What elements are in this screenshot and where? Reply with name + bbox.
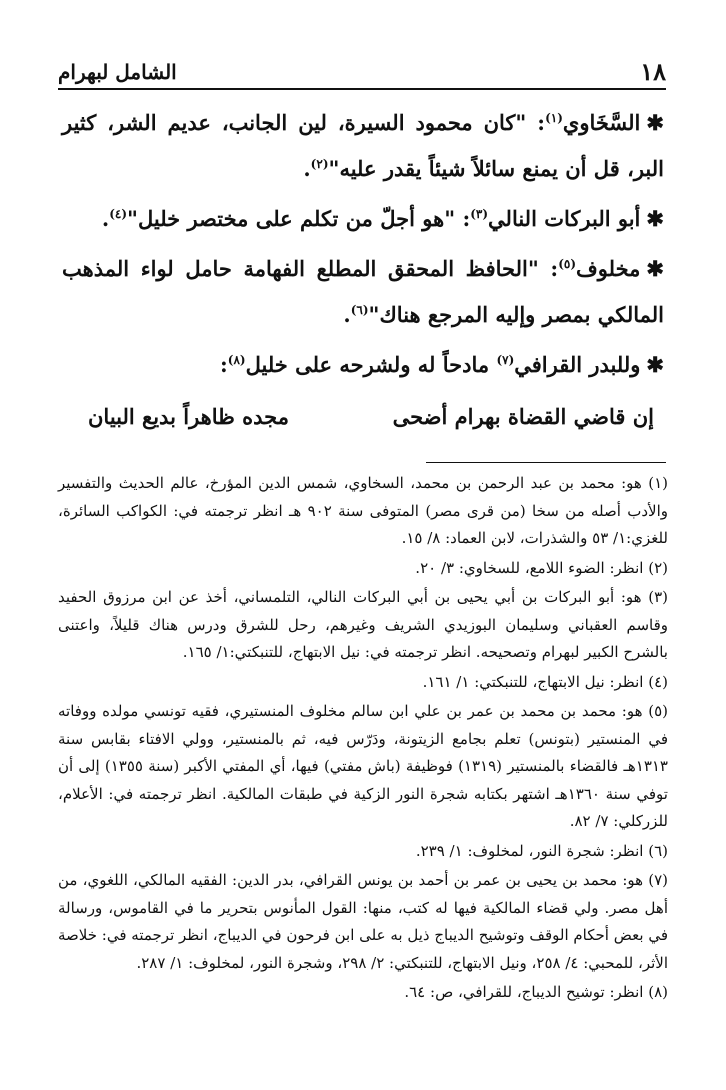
asterisk-icon: ✱ bbox=[646, 352, 664, 377]
footnote-ref: (٥) bbox=[558, 257, 577, 271]
footnote-ref: (٧) bbox=[496, 353, 515, 367]
footnotes bbox=[58, 470, 668, 1009]
footnote-5: (٥) هو: محمد بن محمد بن عمر بن علي ابن سالم مخلوف المنستيري، فقيه تونسي مولده ووفاته في المنستير (بتونس) تعلم بجامع الزيتونة، ودَرّس فيه، ثم بالمنستير، وولي الافتاء بقابس سنة ١٣١٣هـ فالقضاء بالمنستير (١٣١٩) فوظيفة (باش مفتي) فيها، أي المفتي الأكبر (سنة ١٣٥٥) إلى أن توفي سنة ١٣٦٠هـ اشتهر بكتابه شجرة النور الزكية في طبقات المالكية. انظر ترجمته في: الأعلام، للزركلي: ٧/ ٨٢. bbox=[58, 702, 668, 830]
footnote-8: (٨) انظر: توشيح الديباج، للقرافي، ص: ٦٤. bbox=[404, 983, 668, 1001]
footnote-divider bbox=[426, 462, 666, 463]
paragraph-nali: ✱أبو البركات النالي$^{(٣)}$: "هو أجلّ من تكلم على مختصر خليل"$^{(٤)}$. bbox=[101, 206, 664, 231]
page-number: ١٨ bbox=[640, 57, 666, 86]
footnote-3: (٣) هو: أبو البركات بن أبي يحيى بن أبي البركات النالي، التلمساني، أخذ عن ابن مرزوق الحفيد وقاسم العقباني وسليمان البوزيدي الشريف وغيرهم، رحل للشرق ودرس هناك قليلاً، واعتنى بالشرح الكبير لبهرام وتصحيحه. انظر ترجمته في: نيل الابتهاج، للتنبكتي:١/ ١٦٥. bbox=[58, 588, 668, 661]
scholar-name: مخلوف bbox=[576, 256, 641, 281]
paragraph-sakhawi: ✱السَّخَاوي$^{(١)}$: "كان محمود السيرة، لين الجانب، عديم الشر، كثير البر، قل أن يمنع سائلاً شيئاً يقدر عليه"$^{(٢)}$. bbox=[62, 110, 664, 181]
quote-text: : "هو أجلّ من تكلم على مختصر خليل" bbox=[127, 206, 471, 231]
quote-text: : "الحافظ المحقق المطلع الفهامة حامل لواء المذهب المالكي بمصر وإليه المرجع هناك" bbox=[62, 256, 664, 327]
page-header bbox=[58, 52, 666, 90]
footnote-ref: (٤) bbox=[109, 207, 128, 221]
quote-text: : "كان محمود السيرة، لين الجانب، عديم الشر، كثير البر، قل أن يمنع سائلاً شيئاً يقدر عليه" bbox=[62, 110, 664, 181]
scholar-name: أبو البركات النالي bbox=[488, 206, 641, 231]
footnote-6: (٦) انظر: شجرة النور، لمخلوف: ١/ ٢٣٩. bbox=[415, 841, 668, 860]
footnote-ref: (٢) bbox=[310, 157, 329, 171]
footnote-ref: (١) bbox=[545, 111, 563, 125]
paragraph-qarafi: ✱وللبدر القرافي$^{(٧)}$ مادحاً له ولشرحه على خليل$^{(٨)}$: bbox=[219, 352, 664, 377]
footnote-1: (١) هو: محمد بن عبد الرحمن بن محمد، السخاوي، شمس الدين المؤرخ، عالم الحديث والتفسير والأدب أصله من سخا (من قرى مصر) المتوفى سنة ٩٠٢ هـ انظر ترجمته في: الكواكب السائرة، للغزي:١/ ٥٣ والشذرات، لابن العماد: ٨/ ١٥. bbox=[58, 474, 668, 547]
footnote-7: (٧) هو: محمد بن يحيى بن عمر بن أحمد بن يونس القرافي، بدر الدين: الفقيه المالكي، اللغوي، من أهل مصر. ولي قضاء المالكية فيها له كتب، منها: القول المأنوس بتحرير ما في القاموس، ورسالة في بعض أحكام الوقف وتوشيح الديباج ذيل به على ابن فرحون في الديباج، انظر ترجمته في: خلاصة الأثر، للمحبي: ٤/ ٢٥٨، ونيل الابتهاج، للتنبكتي: ٢/ ٢٩٨، وشجرة النور، لمخلوف: ١/ ٢٨٧. bbox=[58, 871, 668, 972]
footnote-ref: (٨) bbox=[227, 353, 246, 367]
verse-second-hemistich: مجده ظاهراً بديع البيان bbox=[88, 404, 289, 429]
scholar-name: السَّخَاوي bbox=[562, 110, 641, 135]
running-title: الشامل لبهرام bbox=[58, 60, 177, 84]
poem-verse bbox=[62, 394, 664, 440]
footnote-2: (٢) انظر: الضوء اللامع، للسخاوي: ٣/ ٢٠. bbox=[415, 558, 668, 577]
main-text bbox=[62, 100, 664, 440]
verse-first-hemistich: إن قاضي القضاة بهرام أضحى bbox=[392, 404, 654, 429]
footnote-4: (٤) انظر: نيل الابتهاج، للتنبكتي: ١/ ١٦١. bbox=[422, 672, 668, 691]
asterisk-icon: ✱ bbox=[646, 110, 664, 135]
footnote-ref: (٣) bbox=[470, 207, 489, 221]
asterisk-icon: ✱ bbox=[646, 206, 664, 231]
paragraph-makhluf: ✱مخلوف$^{(٥)}$: "الحافظ المحقق المطلع الفهامة حامل لواء المذهب المالكي بمصر وإليه المرجع هناك"$^{(٦)}$. bbox=[62, 256, 664, 327]
asterisk-icon: ✱ bbox=[646, 256, 664, 281]
footnote-ref: (٦) bbox=[350, 303, 369, 317]
